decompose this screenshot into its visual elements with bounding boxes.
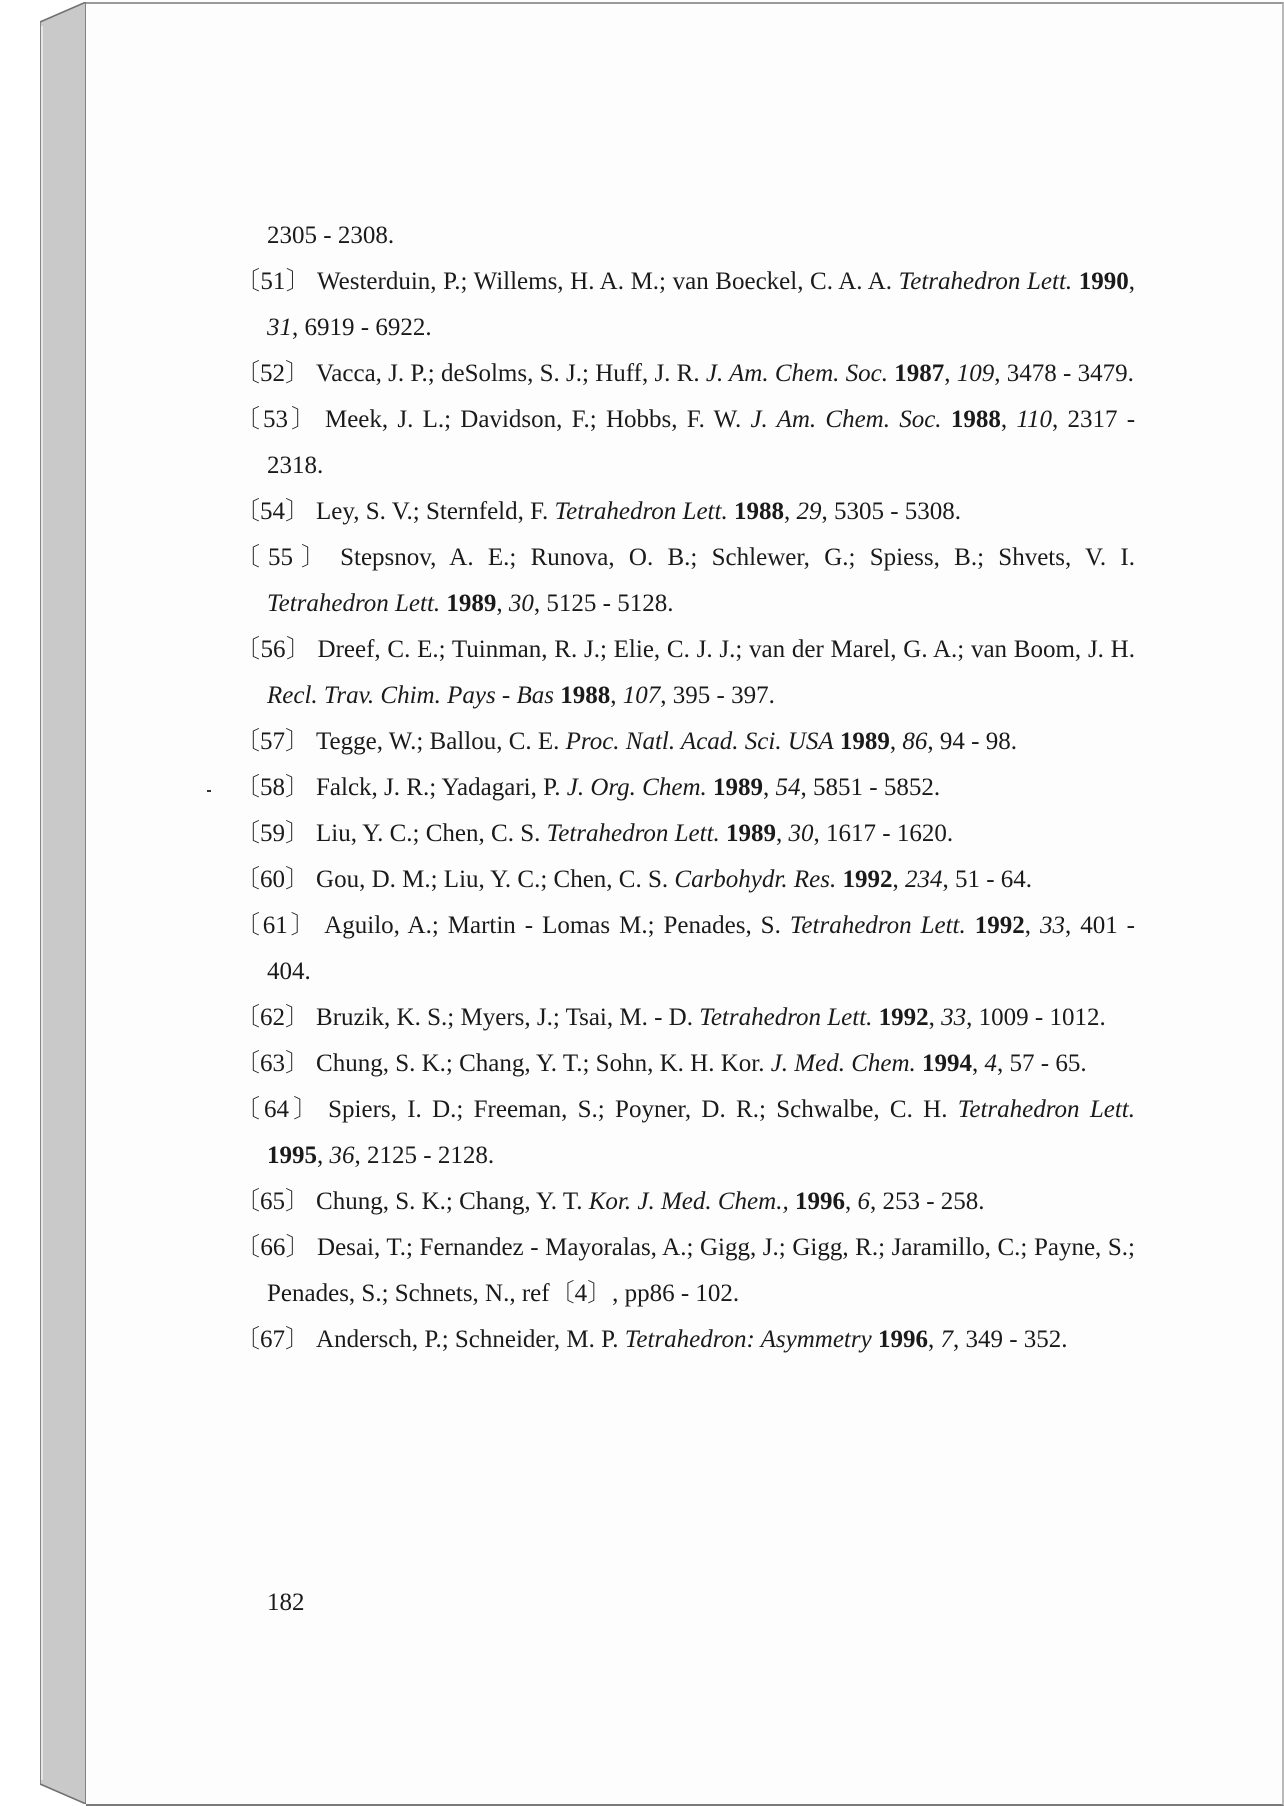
reference-volume: 29 [796, 498, 822, 525]
reference-authors: Gou, D. M.; Liu, Y. C.; Chen, C. S. [316, 866, 669, 893]
reference-authors: Vacca, J. P.; deSolms, S. J.; Huff, J. R. [316, 360, 700, 387]
reference-number: 〔54〕 [235, 498, 311, 525]
reference-year: 1992 [974, 912, 1025, 939]
reference-pages: 1009 - 1012. [978, 1004, 1106, 1031]
reference-authors: Dreef, C. E.; Tuinman, R. J.; Elie, C. J. J.; van der Marel, G. A.; van Boom, J. H. [317, 636, 1135, 663]
reference-year: 1988 [733, 498, 784, 525]
reference-journal: Tetrahedron Lett. [789, 912, 966, 939]
reference-journal: J. Am. Chem. Soc. [705, 360, 889, 387]
reference-volume: 30 [508, 590, 534, 617]
reference-entry: 〔56〕 Dreef, C. E.; Tuinman, R. J.; Elie, C. J. J.; van der Marel, G. A.; van Boom, J. H. Recl. Trav. Chim. Pays - Bas 1988, 107, 395 - 397. [235, 636, 1135, 709]
reference-number: 〔66〕 [235, 1234, 312, 1261]
reference-journal: J. Org. Chem. [566, 774, 707, 801]
reference-number: 〔59〕 [235, 820, 311, 847]
reference-year: 1989 [713, 774, 764, 801]
reference-year: 1996 [877, 1326, 928, 1353]
reference-year: 1994 [922, 1050, 973, 1077]
reference-authors: Stepsnov, A. E.; Runova, O. B.; Schlewer, G.; Spiess, B.; Shvets, V. I. [340, 544, 1135, 571]
reference-pages: 5851 - 5852. [813, 774, 941, 801]
reference-volume: 33 [941, 1004, 967, 1031]
reference-pages: 3478 - 3479. [1006, 360, 1134, 387]
page-number: 182 [267, 1589, 305, 1616]
reference-number: 〔56〕 [235, 636, 312, 663]
reference-entry: 〔59〕 Liu, Y. C.; Chen, C. S. Tetrahedron Lett. 1989, 30, 1617 - 1620. [235, 820, 954, 847]
reference-journal: Kor. J. Med. Chem., [588, 1188, 789, 1215]
reference-entry: 〔53〕 Meek, J. L.; Davidson, F.; Hobbs, F. W. J. Am. Chem. Soc. 1988, 110, 2317 - 2318. [235, 406, 1136, 479]
reference-year: 1989 [839, 728, 890, 755]
reference-authors: Chung, S. K.; Chang, Y. T.; Sohn, K. H. Kor. [316, 1050, 765, 1077]
reference-pages: 57 - 65. [1009, 1050, 1087, 1077]
reference-volume: 54 [775, 774, 801, 801]
reference-volume: 31 [267, 314, 292, 341]
reference-entry: 〔61〕 Aguilo, A.; Martin - Lomas M.; Penades, S. Tetrahedron Lett. 1992, 33, 401 - 404. [235, 912, 1135, 985]
reference-pages: 94 - 98. [939, 728, 1017, 755]
reference-pages: 395 - 397. [672, 682, 775, 709]
reference-year: 1989 [446, 590, 497, 617]
reference-journal: Tetrahedron Lett. [699, 1004, 873, 1031]
reference-year: 1996 [794, 1188, 845, 1215]
reference-pages: 5305 - 5308. [833, 498, 962, 525]
reference-number: 〔63〕 [235, 1050, 311, 1077]
reference-year: 1989 [726, 820, 777, 847]
reference-year: 1988 [950, 406, 1001, 433]
reference-year: 1988 [560, 682, 611, 709]
reference-pages: 253 - 258. [882, 1188, 985, 1215]
reference-authors: Westerduin, P.; Willems, H. A. M.; van Boeckel, C. A. A. [317, 268, 893, 295]
reference-number: 〔62〕 [235, 1004, 311, 1031]
reference-number: 〔64〕 [235, 1096, 323, 1123]
reference-volume: 6 [857, 1188, 870, 1215]
reference-journal: Tetrahedron Lett. [957, 1096, 1136, 1123]
reference-journal: Tetrahedron Lett. [267, 590, 441, 617]
reference-entry: 〔65〕 Chung, S. K.; Chang, Y. T. Kor. J. Med. Chem., 1996, 6, 253 - 258. [235, 1188, 985, 1215]
reference-number: 〔53〕 [235, 406, 319, 433]
reference-volume: 30 [788, 820, 814, 847]
reference-authors: Aguilo, A.; Martin - Lomas M.; Penades, S. [324, 912, 781, 939]
reference-year: 1995 [267, 1142, 317, 1169]
reference-volume: 110 [1016, 406, 1052, 433]
reference-number: 〔61〕 [235, 912, 319, 939]
reference-authors: Andersch, P.; Schneider, M. P. [316, 1326, 619, 1353]
reference-entry: 〔51〕 Westerduin, P.; Willems, H. A. M.; van Boeckel, C. A. A. Tetrahedron Lett. 1990, 31, 6919 - 6922. [235, 268, 1136, 341]
reference-entry: 〔63〕 Chung, S. K.; Chang, Y. T.; Sohn, K. H. Kor. J. Med. Chem. 1994, 4, 57 - 65. [235, 1050, 1087, 1077]
reference-journal: Carbohydr. Res. [674, 866, 837, 893]
reference-journal: J. Am. Chem. Soc. [750, 406, 942, 433]
reference-authors: Chung, S. K.; Chang, Y. T. [316, 1188, 583, 1215]
reference-pages: 401 - 404. [267, 912, 1135, 985]
reference-year: 1987 [894, 360, 945, 387]
reference-year: 1992 [842, 866, 893, 893]
reference-entry: 〔52〕 Vacca, J. P.; deSolms, S. J.; Huff, J. R. J. Am. Chem. Soc. 1987, 109, 3478 - 3479. [235, 360, 1134, 387]
reference-number: 〔51〕 [235, 268, 312, 295]
reference-volume: 7 [940, 1326, 953, 1353]
reference-pages: 5125 - 5128. [546, 590, 674, 617]
reference-authors: Liu, Y. C.; Chen, C. S. [316, 820, 541, 847]
reference-authors: Ley, S. V.; Sternfeld, F. [316, 498, 549, 525]
reference-authors: Spiers, I. D.; Freeman, S.; Poyner, D. R.; Schwalbe, C. H. [328, 1096, 948, 1123]
reference-volume: 33 [1039, 912, 1065, 939]
reference-journal: Tetrahedron: Asymmetry [624, 1326, 872, 1353]
reference-authors: Tegge, W.; Ballou, C. E. [316, 728, 560, 755]
reference-journal: Tetrahedron Lett. [554, 498, 728, 525]
reference-year: 1992 [878, 1004, 929, 1031]
reference-entry: 〔67〕 Andersch, P.; Schneider, M. P. Tetrahedron: Asymmetry 1996, 7, 349 - 352. [235, 1326, 1068, 1353]
reference-entry: 〔64〕 Spiers, I. D.; Freeman, S.; Poyner, D. R.; Schwalbe, C. H. Tetrahedron Lett. 1995, 36, 2125 - 2128. [235, 1096, 1136, 1169]
reference-volume: 36 [329, 1142, 355, 1169]
reference-journal: J. Med. Chem. [770, 1050, 916, 1077]
stray-mark [207, 790, 211, 792]
continued-reference-tail: 2305 - 2308. [267, 222, 395, 249]
reference-volume: 4 [984, 1050, 998, 1077]
reference-journal: Tetrahedron Lett. [898, 268, 1073, 295]
reference-pages: 1617 - 1620. [826, 820, 954, 847]
reference-entries [235, 259, 1135, 1363]
reference-journal: Tetrahedron Lett. [546, 820, 720, 847]
reference-pages: 2317 - 2318. [267, 406, 1136, 479]
reference-pages: 349 - 352. [965, 1326, 1068, 1353]
reference-entry: 〔55〕 Stepsnov, A. E.; Runova, O. B.; Schlewer, G.; Spiess, B.; Shvets, V. I. Tetrahedron Lett. 1989, 30, 5125 - 5128. [235, 544, 1135, 617]
reference-authors: Meek, J. L.; Davidson, F.; Hobbs, F. W. [324, 406, 742, 433]
reference-volume: 234 [904, 866, 943, 893]
reference-entry: 〔58〕 Falck, J. R.; Yadagari, P. J. Org. Chem. 1989, 54, 5851 - 5852. [235, 774, 941, 801]
reference-volume: 86 [902, 728, 928, 755]
reference-pages: 2125 - 2128. [367, 1142, 495, 1169]
reference-volume: 109 [956, 360, 995, 387]
reference-entry: 〔60〕 Gou, D. M.; Liu, Y. C.; Chen, C. S. Carbohydr. Res. 1992, 234, 51 - 64. [235, 866, 1033, 893]
reference-pages: 6919 - 6922. [304, 314, 432, 341]
reference-number: 〔57〕 [235, 728, 311, 755]
reference-pages: 51 - 64. [954, 866, 1033, 893]
reference-volume: 107 [622, 682, 661, 709]
reference-authors: Desai, T.; Fernandez - Mayoralas, A.; Gigg, J.; Gigg, R.; Jaramillo, C.; Payne, S.; Penades, S.; Schnets, N., ref〔4〕, pp86 - 102. [267, 1234, 1135, 1307]
reference-authors: Falck, J. R.; Yadagari, P. [316, 774, 561, 801]
reference-entry: 〔57〕 Tegge, W.; Ballou, C. E. Proc. Natl. Acad. Sci. USA 1989, 86, 94 - 98. [235, 728, 1017, 755]
reference-number: 〔55〕 [235, 544, 335, 571]
reference-list [235, 213, 1135, 1363]
reference-year: 1990 [1078, 268, 1129, 295]
reference-number: 〔67〕 [235, 1326, 311, 1353]
reference-entry: 〔62〕 Bruzik, K. S.; Myers, J.; Tsai, M. - D. Tetrahedron Lett. 1992, 33, 1009 - 1012. [235, 1004, 1106, 1031]
reference-number: 〔60〕 [235, 866, 311, 893]
reference-number: 〔65〕 [235, 1188, 311, 1215]
reference-number: 〔58〕 [235, 774, 311, 801]
reference-journal: Proc. Natl. Acad. Sci. USA [565, 728, 834, 755]
reference-journal: Recl. Trav. Chim. Pays - Bas [267, 682, 554, 709]
reference-entry [235, 1225, 1135, 1317]
reference-authors: Bruzik, K. S.; Myers, J.; Tsai, M. - D. [316, 1004, 693, 1031]
book-spine-edge [40, 2, 86, 1804]
reference-number: 〔52〕 [235, 360, 311, 387]
reference-entry: 〔54〕 Ley, S. V.; Sternfeld, F. Tetrahedron Lett. 1988, 29, 5305 - 5308. [235, 498, 962, 525]
